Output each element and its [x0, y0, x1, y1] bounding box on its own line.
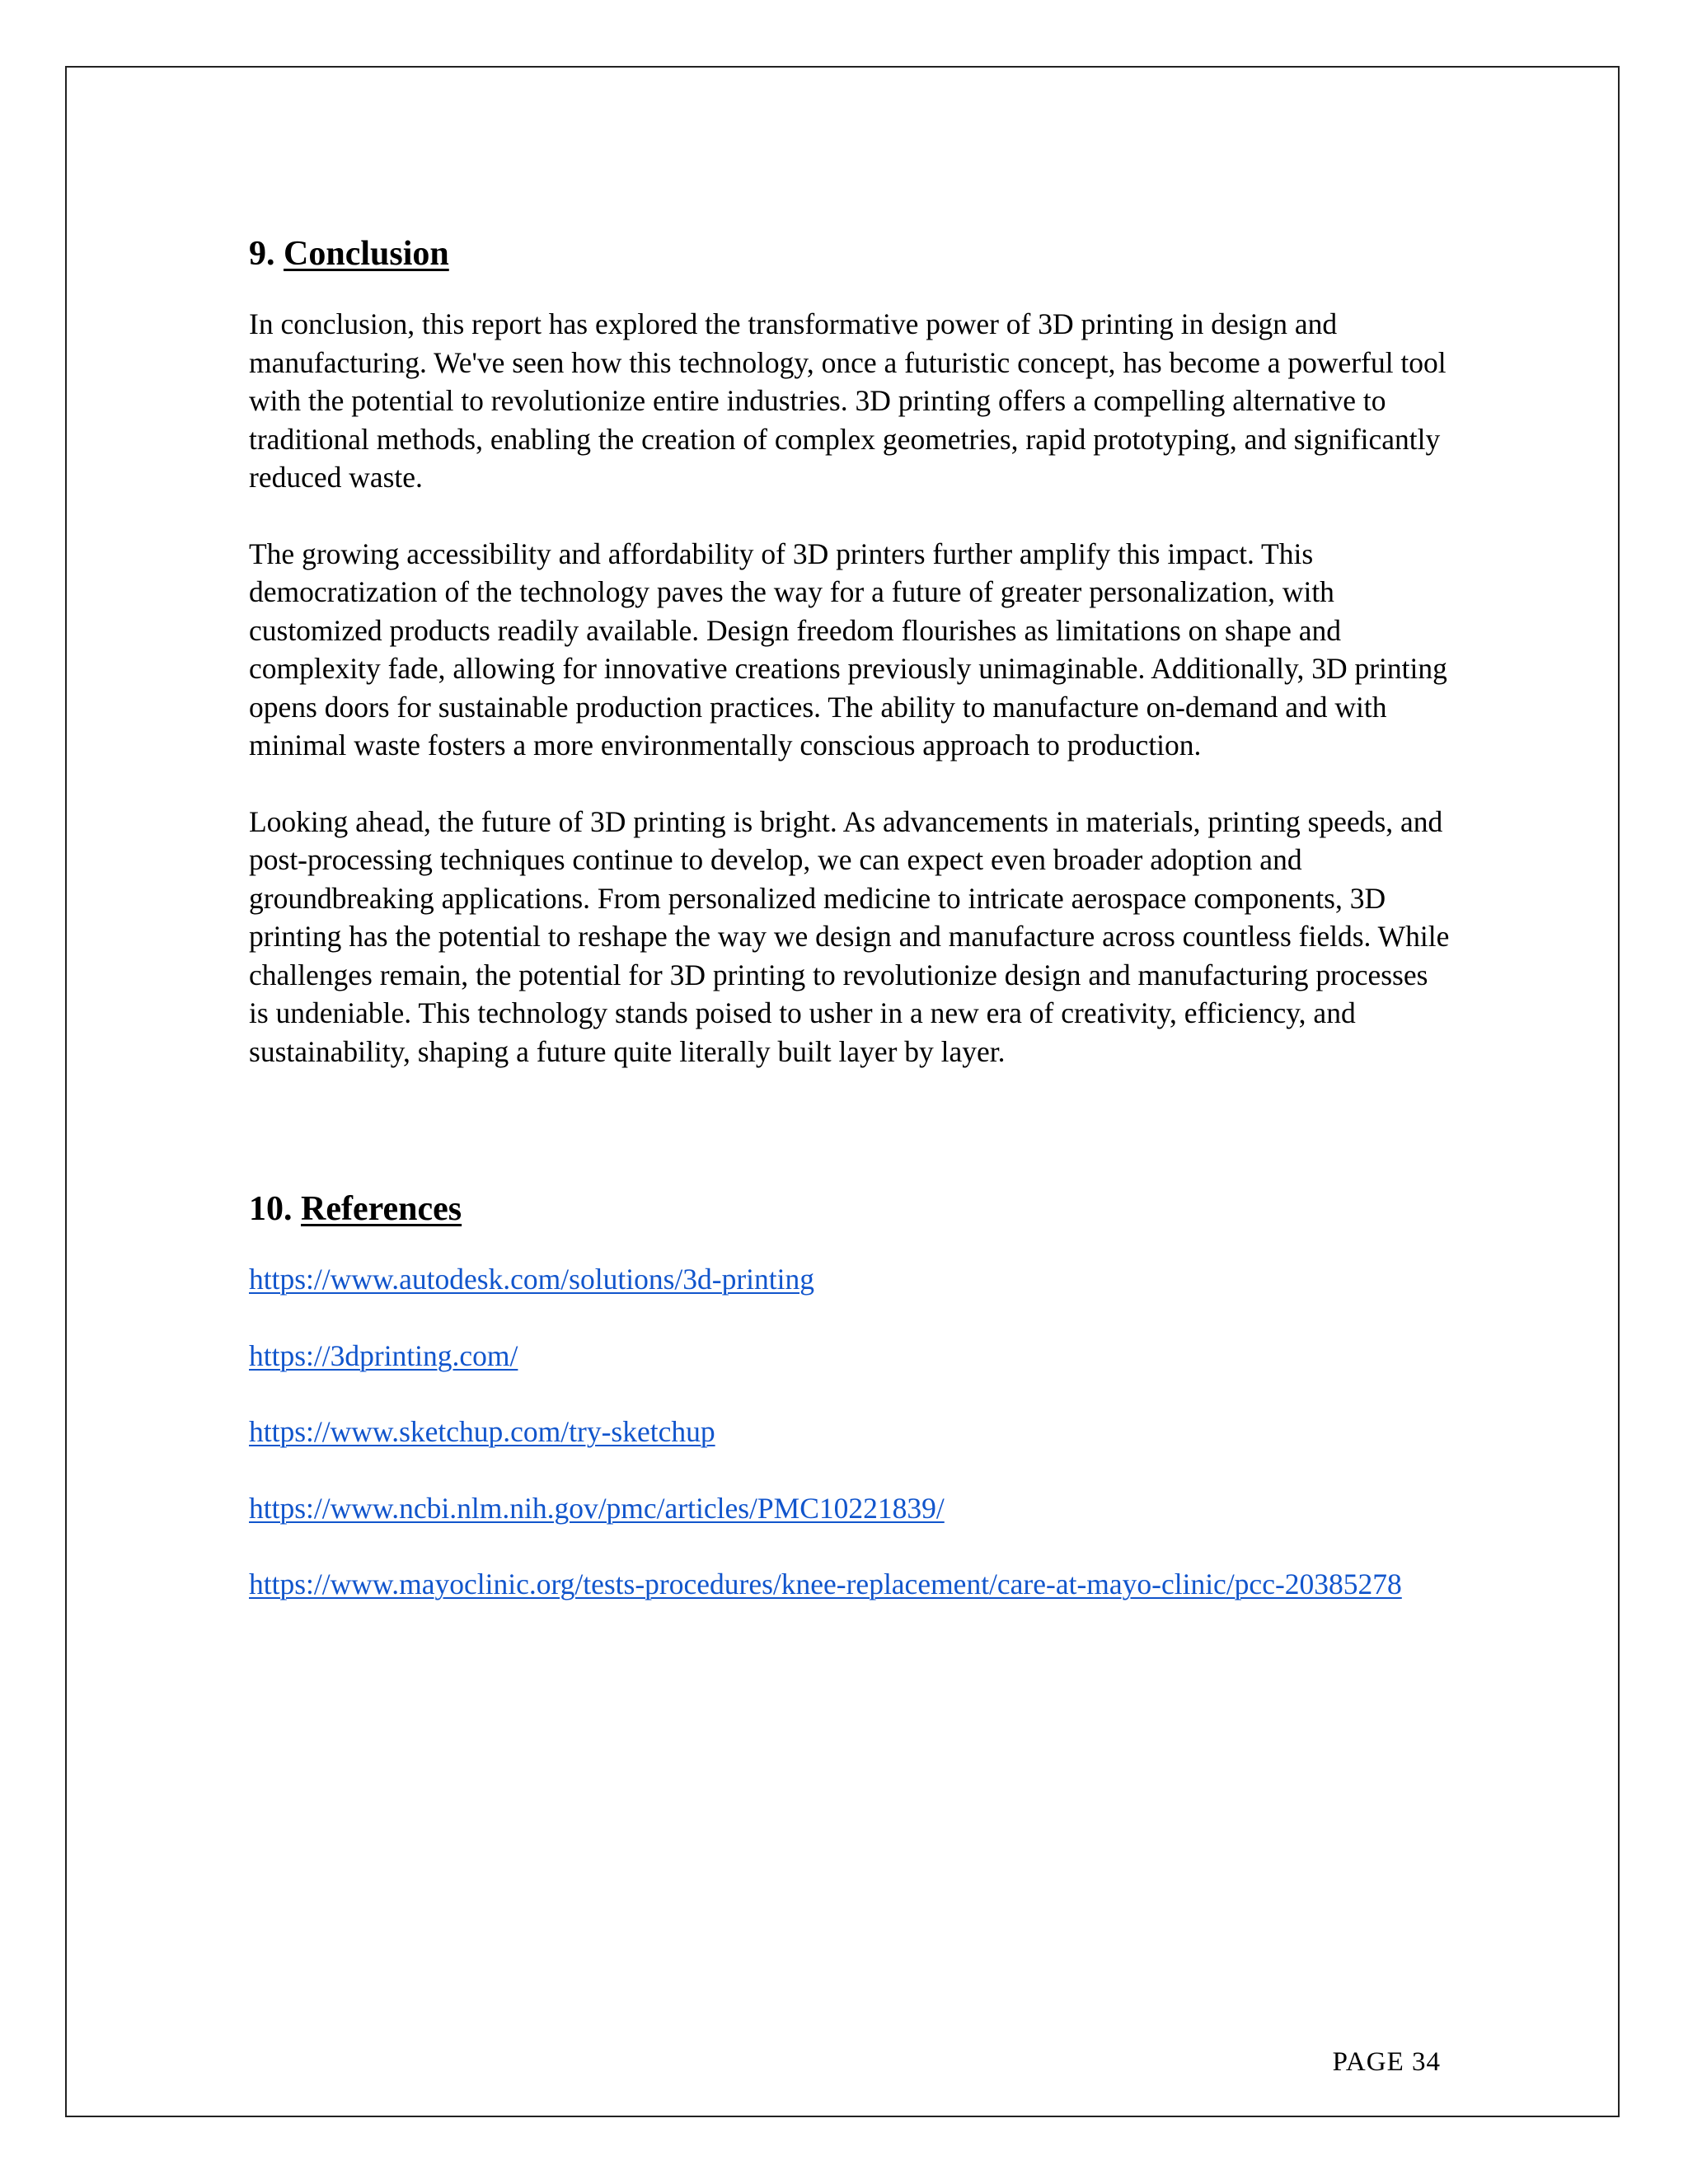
conclusion-number: 9. [249, 235, 275, 273]
references-list [249, 1260, 1452, 1604]
references-heading [249, 1186, 1452, 1232]
reference-item [249, 1413, 1452, 1451]
reference-link-autodesk[interactable]: https://www.autodesk.com/solutions/3d-printing [249, 1263, 814, 1296]
conclusion-title: Conclusion [284, 235, 449, 273]
reference-link-3dprinting[interactable]: https://3dprinting.com/ [249, 1338, 518, 1372]
conclusion-paragraph-3: Looking ahead, the future of 3D printing is bright. As advancements in materials, printing speeds, and post-processing techniques continue to develop, we can expect even broader adoption and groundbreaking applications. From personalized medicine to intricate aerospace components, 3D printing has the potential to reshape the way we design and manufacture across countless fields. While challenges remain, the potential for 3D printing to revolutionize design and manufacturing processes is undeniable. This technology stands poised to usher in a new era of creativity, efficiency, and sustainability, shaping a future quite literally built layer by layer. [249, 804, 1450, 1068]
page-number: PAGE 34 [1332, 2047, 1441, 2077]
reference-link-ncbi[interactable]: https://www.ncbi.nlm.nih.gov/pmc/articles/PMC10221839/ [249, 1491, 945, 1525]
reference-link-mayoclinic[interactable]: https://www.mayoclinic.org/tests-procedures/knee-replacement/care-at-mayo-clinic/pcc-20385278 [249, 1568, 1402, 1601]
reference-item [249, 1260, 1452, 1299]
conclusion-paragraph-1: In conclusion, this report has explored the transformative power of 3D printing in design and manufacturing. We've seen how this technology, once a futuristic concept, has become a powerful tool with the potential to revolutionize entire industries. 3D printing offers a compelling alternative to traditional methods, enabling the creation of complex geometries, rapid prototyping, and significantly reduced waste. [249, 307, 1447, 494]
conclusion-heading [249, 231, 1452, 277]
references-title: References [301, 1190, 462, 1228]
conclusion-paragraph-2: The growing accessibility and affordability of 3D printers further amplify this impact. This democratization of the technology paves the way for a future of greater personalization, with customized products readily available. Design freedom flourishes as limitations on shape and complexity fade, allowing for innovative creations previously unimaginable. Additionally, 3D printing opens doors for sustainable production practices. The ability to manufacture on-demand and with minimal waste fosters a more environmentally conscious approach to production. [249, 537, 1447, 762]
page-content [249, 231, 1452, 1642]
reference-link-sketchup[interactable]: https://www.sketchup.com/try-sketchup [249, 1415, 715, 1448]
reference-item [249, 1565, 1452, 1604]
reference-item [249, 1489, 1452, 1528]
reference-item [249, 1337, 1452, 1376]
references-number: 10. [249, 1190, 293, 1228]
